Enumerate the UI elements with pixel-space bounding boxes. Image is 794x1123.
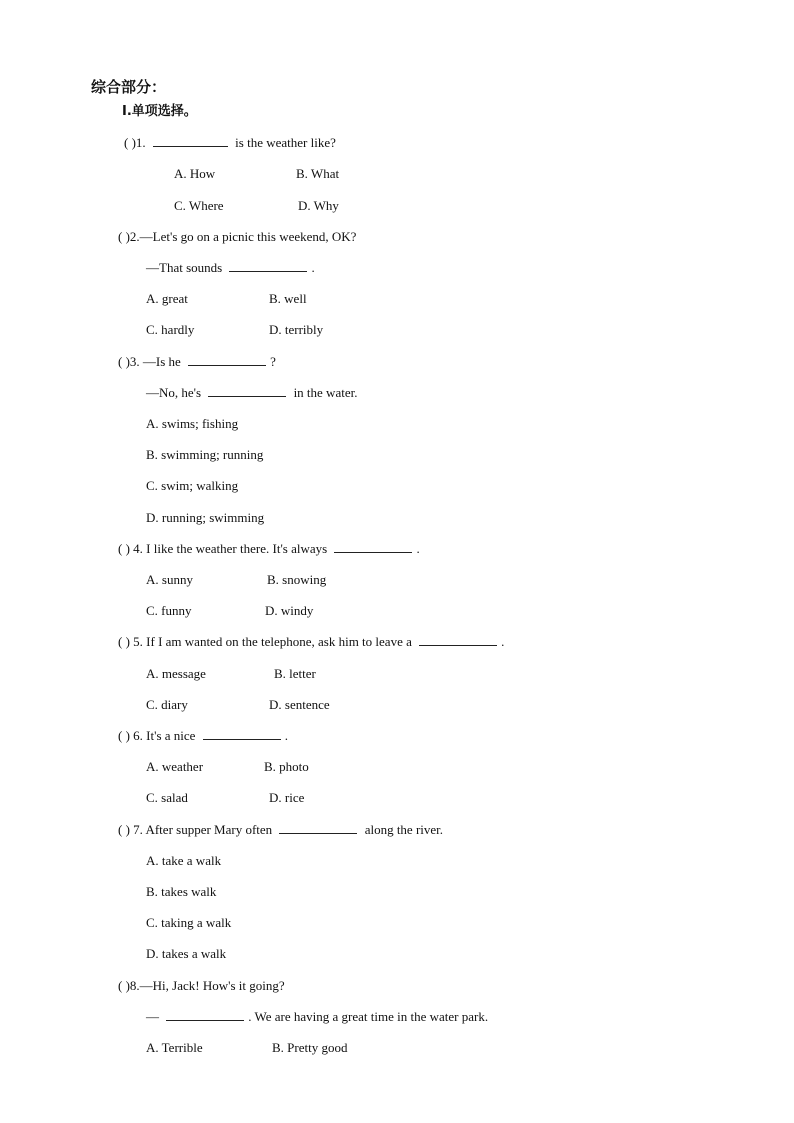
option: C. hardly [146,322,195,337]
option: D. windy [265,603,314,618]
option: D. sentence [269,697,330,712]
option: C. salad [146,790,188,805]
question-1 [124,135,336,151]
option: D. rice [269,790,305,805]
option: A. message [146,666,206,681]
question-text: . [311,260,315,275]
answer-blank [208,385,286,397]
option: C. funny [146,603,192,618]
answer-blank [279,822,357,834]
option: A. great [146,291,188,306]
answer-paren: ( )2. [118,229,140,244]
answer-paren: ( ) 4. [118,541,143,556]
question-3 [118,354,276,370]
answer-blank [153,135,228,147]
question-4 [118,541,420,557]
option: C. taking a walk [146,915,232,930]
question-text: . [416,541,420,556]
question-text: —That sounds [146,260,223,275]
question-5 [118,634,504,650]
question-text: in the water. [293,385,358,400]
question-7 [118,822,443,838]
option: B. well [269,291,307,306]
option: B. photo [264,759,309,774]
option: D. takes a walk [146,946,227,961]
option: A. take a walk [146,853,222,868]
question-2-line2 [146,260,315,276]
option: D. Why [298,198,339,213]
question-text: along the river. [364,822,444,837]
question-text: It's a nice [146,728,196,743]
option: A. How [174,166,216,181]
question-2 [118,229,356,245]
answer-paren: ( ) 6. [118,728,143,743]
option: A. sunny [146,572,193,587]
question-text: —Hi, Jack! How's it going? [139,978,285,993]
question-text: I like the weather there. It's always [146,541,328,556]
answer-blank [203,728,281,740]
answer-blank [188,354,266,366]
option: C. swim; walking [146,478,239,493]
option: B. swimming; running [146,447,264,462]
question-6 [118,728,288,744]
option: A. weather [146,759,204,774]
question-text: After supper Mary often [145,822,273,837]
section-title: 综合部分： [91,78,167,96]
option: A. swims; fishing [146,416,239,431]
question-text: — [146,1009,159,1024]
option: B. Pretty good [272,1040,348,1055]
question-text: —Let's go on a picnic this weekend, OK? [139,229,357,244]
option: B. letter [274,666,316,681]
option: B. What [296,166,340,181]
question-text: . We are having a great time in the water park. [248,1009,489,1024]
answer-paren: ( ) 7. [118,822,143,837]
answer-blank [419,634,497,646]
answer-paren: ( )8. [118,978,140,993]
option: A. Terrible [146,1040,203,1055]
question-text: . [284,728,288,743]
question-text: is the weather like? [235,135,336,150]
option: B. snowing [267,572,327,587]
question-text: —Is he [142,354,181,369]
question-8-line2 [146,1009,488,1025]
answer-blank [229,260,307,272]
question-text: If I am wanted on the telephone, ask him to leave a [146,634,412,649]
answer-paren: ( )3. [118,354,140,369]
answer-blank [334,541,412,553]
option: C. Where [174,198,224,213]
question-text: ? [270,354,276,369]
option: D. terribly [269,322,324,337]
answer-paren: ( )1. [124,135,146,150]
question-3-line2 [146,385,357,401]
option: B. takes walk [146,884,217,899]
section-subtitle: Ⅰ.单项选择。 [122,104,197,119]
option: C. diary [146,697,188,712]
answer-blank [166,1009,244,1021]
option: D. running; swimming [146,510,265,525]
question-8 [118,978,285,994]
question-text: —No, he's [146,385,202,400]
answer-paren: ( ) 5. [118,634,143,649]
question-text: . [501,634,505,649]
